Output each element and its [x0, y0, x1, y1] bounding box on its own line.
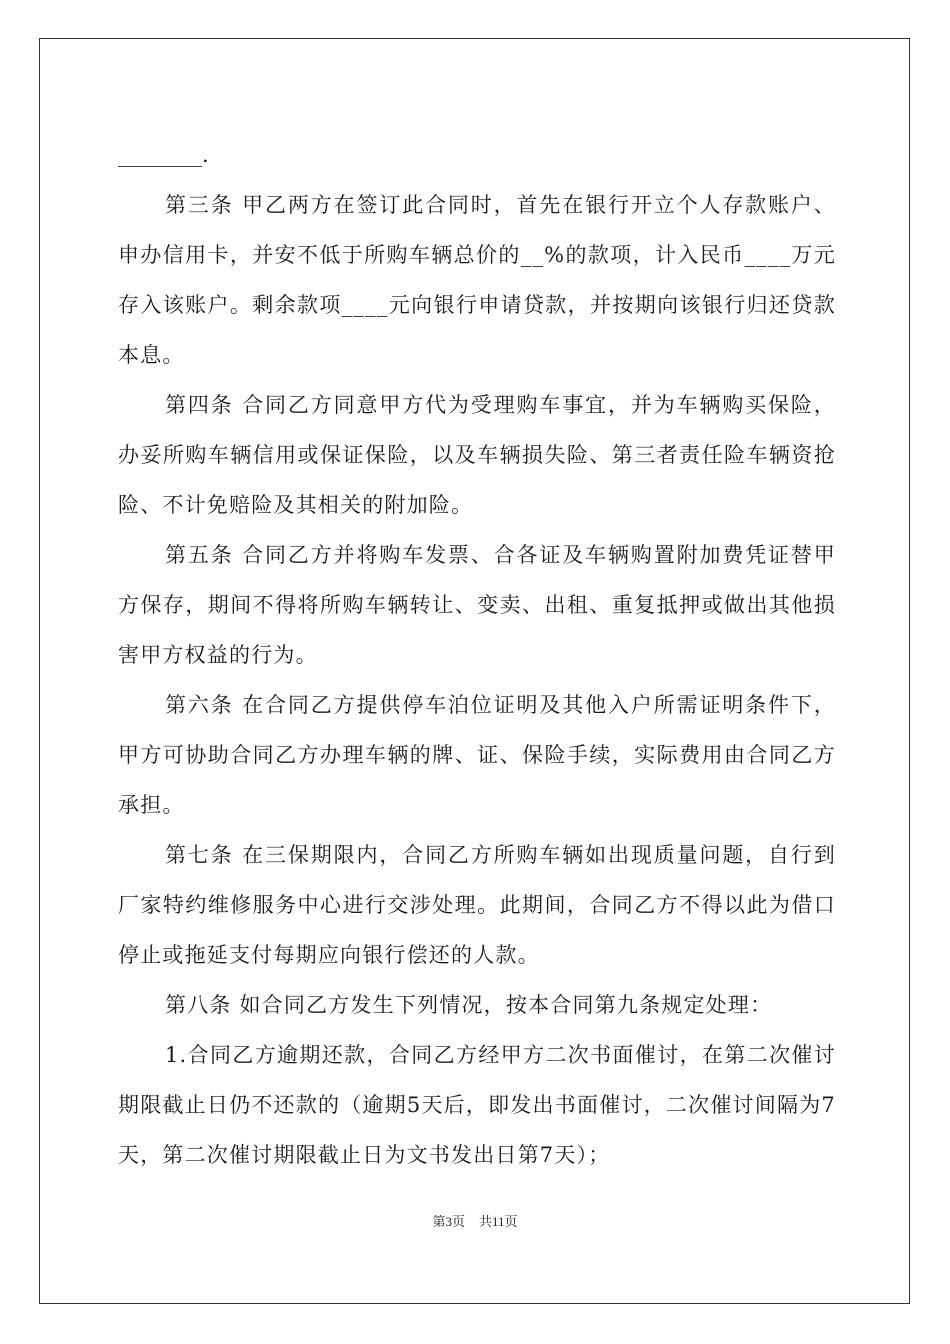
article-3-paragraph: 第三条 甲乙两方在签订此合同时，首先在银行开立个人存款账户、申办信用卡，并安不低于所购车辆总价的__%的款项，计入民币____万元存入该账户。剩余款项____元向银行申请贷款，并按期向该银行归还贷款本息。 [118, 193, 836, 367]
opening-blank-line: ________. [118, 143, 209, 167]
article-8-paragraph: 第八条 如合同乙方发生下列情况，按本合同第九条规定处理： [165, 993, 773, 1017]
page-total: 共11页 [478, 1214, 518, 1229]
article-4-paragraph: 第四条 合同乙方同意甲方代为受理购车事宜，并为车辆购买保险，办妥所购车辆信用或保证保险，以及车辆损失险、第三者责任险车辆资抢险、不计免赔险及其相关的附加险。 [118, 393, 836, 517]
page-footer [0, 1212, 950, 1232]
article-8-item-1-paragraph: 1.合同乙方逾期还款，合同乙方经甲方二次书面催讨，在第二次催讨期限截止日仍不还款的（逾期5天后，即发出书面催讨，二次催讨间隔为7天，第二次催讨期限截止日为文书发出日第7天）； [118, 1043, 836, 1167]
page-number: 第3页 [432, 1214, 465, 1229]
article-5-paragraph: 第五条 合同乙方并将购车发票、合各证及车辆购置附加费凭证替甲方保存，期间不得将所购车辆转让、变卖、出租、重复抵押或做出其他损害甲方权益的行为。 [118, 543, 836, 667]
article-6-paragraph: 第六条 在合同乙方提供停车泊位证明及其他入户所需证明条件下，甲方可协助合同乙方办理车辆的牌、证、保险手续，实际费用由合同乙方承担。 [118, 693, 836, 817]
article-7-paragraph: 第七条 在三保期限内，合同乙方所购车辆如出现质量问题，自行到厂家特约维修服务中心进行交涉处理。此期间，合同乙方不得以此为借口停止或拖延支付每期应向银行偿还的人款。 [118, 843, 836, 967]
document-body [118, 130, 836, 1180]
